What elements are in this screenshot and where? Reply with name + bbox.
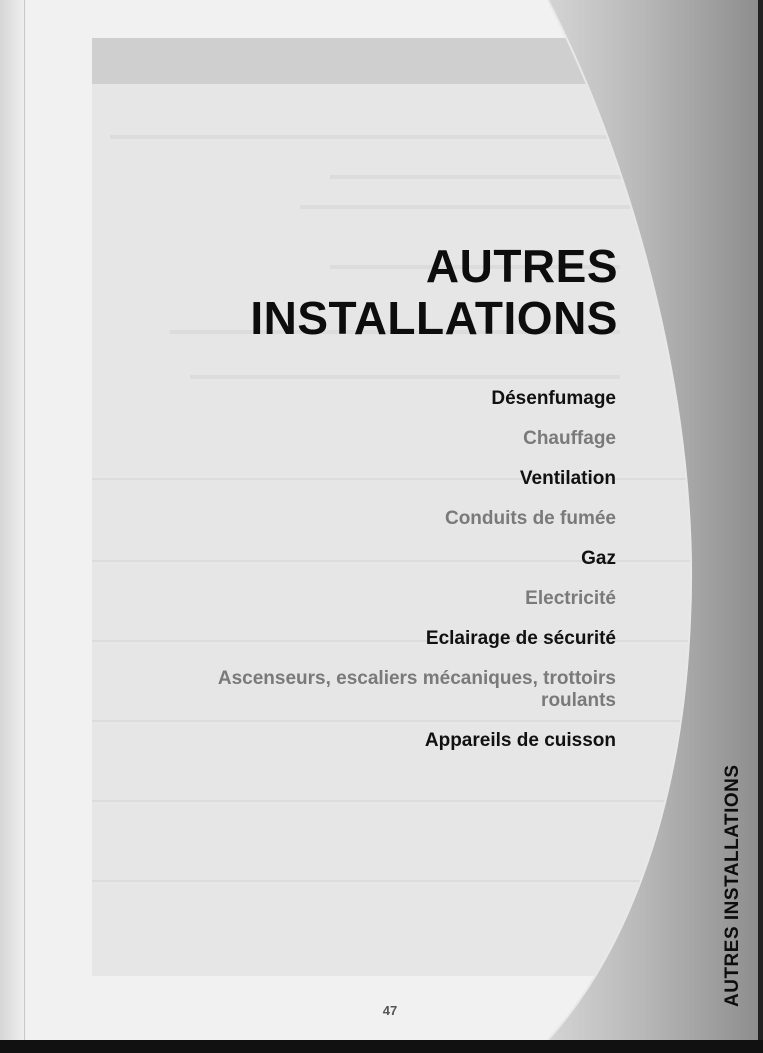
- page-bottom-edge: [0, 1040, 763, 1053]
- topic-list: [146, 388, 616, 770]
- page-edge-shadow: [758, 0, 763, 1053]
- topic-item: Gaz: [581, 548, 616, 569]
- side-tab-label: AUTRES INSTALLATIONS: [722, 764, 743, 1007]
- topic-item: Eclairage de sécurité: [425, 628, 616, 649]
- page-number: 47: [382, 1003, 398, 1018]
- topic-item: Electricité: [525, 588, 616, 609]
- topic-item: Appareils de cuisson: [424, 730, 616, 751]
- topic-item: Désenfumage: [491, 388, 616, 409]
- topic-item: Ventilation: [519, 468, 616, 489]
- topic-item: Ascenseurs, escaliers mécaniques, trottoirs roulants: [217, 668, 616, 711]
- section-title: [250, 240, 618, 344]
- section-title-line1: AUTRES: [425, 240, 618, 292]
- section-title-line2: INSTALLATIONS: [250, 292, 618, 344]
- topic-item: Chauffage: [523, 428, 616, 449]
- topic-item: Conduits de fumée: [444, 508, 616, 529]
